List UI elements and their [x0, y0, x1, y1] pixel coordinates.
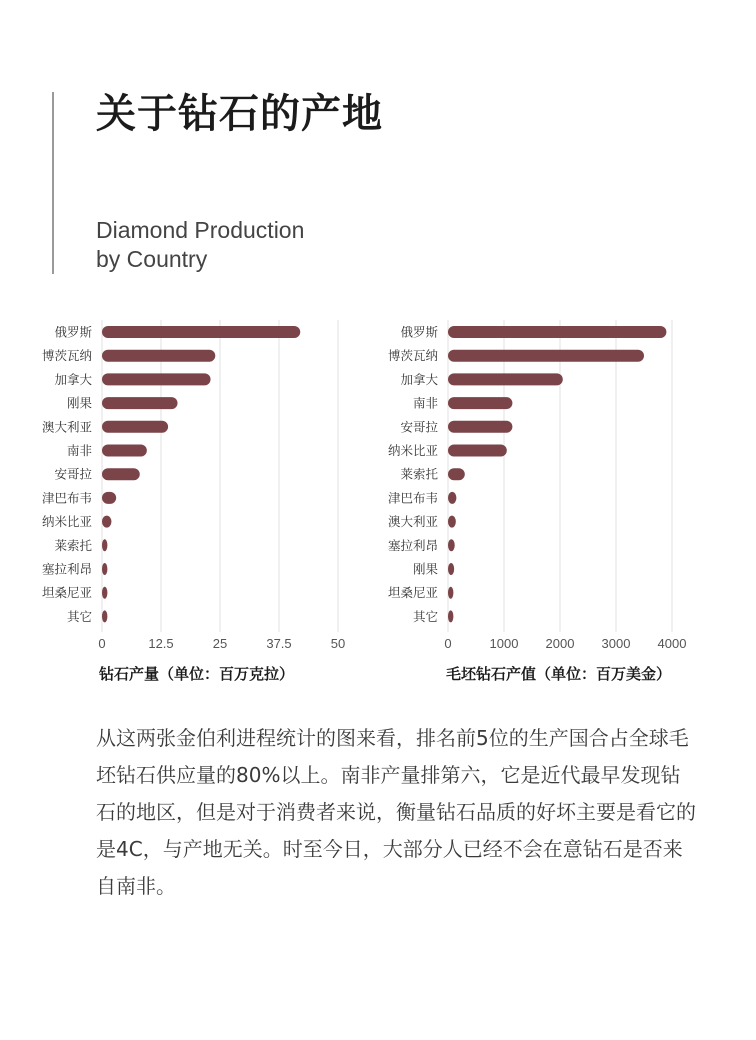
- subtitle: [96, 216, 304, 274]
- category-label: 安哥拉: [400, 419, 438, 435]
- bar: [448, 468, 465, 480]
- category-label: 津巴布韦: [387, 490, 438, 506]
- bar: [102, 421, 168, 433]
- category-label: 澳大利亚: [41, 419, 92, 435]
- category-label: 莱索托: [54, 537, 92, 553]
- bar: [102, 326, 300, 338]
- bar: [448, 350, 644, 362]
- category-label: 纳米比亚: [41, 514, 92, 530]
- bar: [448, 563, 454, 575]
- bar: [102, 350, 215, 362]
- bar: [102, 492, 116, 504]
- x-tick-label: 3000: [601, 636, 631, 651]
- x-tick-label: 0: [98, 636, 106, 651]
- chart-production-value-title: 毛坯钻石产值（单位：百万美金）: [446, 665, 672, 683]
- category-label: 俄罗斯: [400, 324, 438, 340]
- bar: [102, 610, 107, 622]
- category-label: 博茨瓦纳: [41, 348, 92, 364]
- bar: [448, 610, 453, 622]
- bar: [102, 516, 111, 528]
- x-tick-label: 12.5: [148, 636, 174, 651]
- chart-production-value-svg: [346, 312, 716, 657]
- x-tick-label: 50: [330, 636, 346, 651]
- x-tick-label: 2000: [545, 636, 575, 651]
- bar: [448, 397, 512, 409]
- category-label: 纳米比亚: [387, 443, 438, 458]
- chart-production-carats-title: 钻石产量（单位：百万克拉）: [99, 665, 295, 683]
- x-tick-label: 1000: [489, 636, 519, 651]
- x-tick-label: 4000: [657, 636, 687, 651]
- subtitle-line-2: by Country: [96, 246, 208, 272]
- bar: [102, 587, 107, 599]
- bar: [102, 539, 107, 551]
- body-paragraph: 从这两张金伯利进程统计的图来看，排名前5位的生产国合占全球毛坯钻石供应量的80%以上。南非产量排第六，它是近代最早发现钻石的地区，但是对于消费者来说，衡量钻石品质的好坏主要是看它的是4C，与产地无关。时至今日，大部分人已经不会在意钻石是否来自南非。: [96, 726, 696, 898]
- bar: [102, 468, 140, 480]
- subtitle-line-1: Diamond Production: [96, 217, 305, 243]
- category-label: 加拿大: [400, 371, 438, 387]
- category-label: 津巴布韦: [41, 490, 92, 506]
- category-label: 坦桑尼亚: [41, 585, 92, 601]
- category-label: 其它: [66, 608, 92, 624]
- category-label: 俄罗斯: [54, 324, 92, 340]
- bar: [448, 516, 456, 528]
- bar: [448, 326, 666, 338]
- category-label: 南非: [412, 395, 438, 411]
- chart-production-carats: [0, 312, 360, 657]
- category-label: 刚果: [66, 395, 92, 411]
- category-label: 莱索托: [400, 466, 438, 482]
- chart-production-carats-svg: [0, 312, 360, 657]
- bar: [448, 445, 507, 457]
- x-tick-label: 37.5: [266, 636, 292, 651]
- category-label: 加拿大: [54, 371, 92, 387]
- category-label: 塞拉利昂: [387, 537, 438, 553]
- category-label: 其它: [412, 608, 438, 624]
- bar: [448, 492, 456, 504]
- category-label: 塞拉利昂: [41, 561, 92, 577]
- bar: [102, 563, 107, 575]
- x-tick-label: 0: [444, 636, 452, 651]
- category-label: 安哥拉: [54, 466, 92, 482]
- bar: [102, 373, 211, 385]
- page-title: 关于钻石的产地: [96, 91, 383, 137]
- category-label: 刚果: [412, 561, 438, 577]
- bar: [102, 445, 147, 457]
- bar: [448, 539, 455, 551]
- category-label: 坦桑尼亚: [387, 585, 438, 601]
- bar: [102, 397, 178, 409]
- x-tick-label: 25: [212, 636, 228, 651]
- bar: [448, 373, 563, 385]
- chart-production-value: [346, 312, 716, 657]
- bar: [448, 421, 512, 433]
- accent-line: [52, 92, 54, 274]
- category-label: 博茨瓦纳: [387, 348, 438, 364]
- category-label: 南非: [66, 443, 92, 458]
- bar: [448, 587, 453, 599]
- category-label: 澳大利亚: [387, 514, 438, 530]
